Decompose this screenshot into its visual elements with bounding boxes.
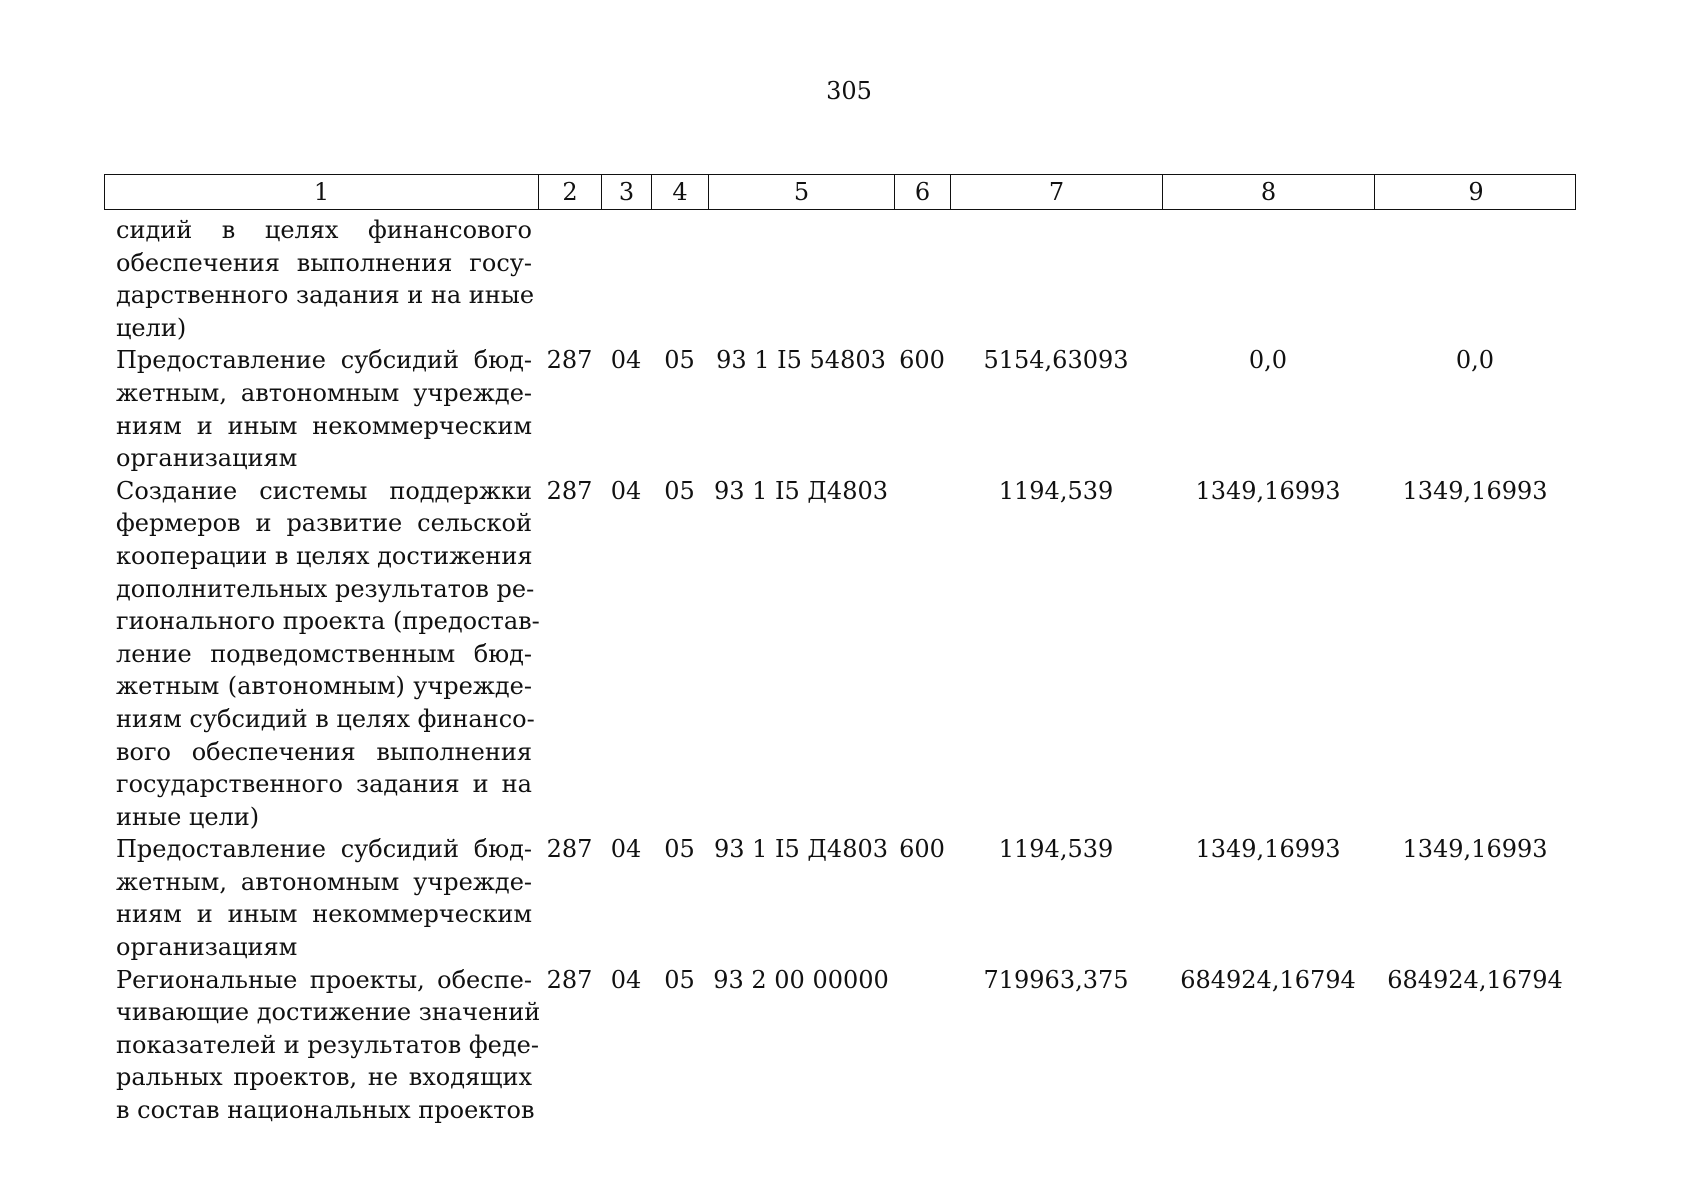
- cell-col-6: 600: [899, 835, 945, 864]
- cell-col-5: 93 1 I5 Д4803: [713, 476, 889, 505]
- row-description: [104, 833, 538, 963]
- description-line: ление подведомственным бюд-: [116, 639, 532, 668]
- cell-col-2: 287: [546, 346, 593, 375]
- description-line: жетным, автономным учрежде-: [116, 867, 532, 896]
- header-cell-7: 7: [951, 175, 1163, 209]
- description-line: Региональные проекты, обеспе-: [116, 965, 532, 994]
- description-line: ниям и иным некоммерческим: [116, 900, 532, 929]
- description-line: государственного задания и на: [116, 770, 532, 799]
- header-cell-9: 9: [1468, 178, 1484, 206]
- cell-col-3: 04: [610, 965, 642, 994]
- description-line: Предоставление субсидий бюд-: [116, 346, 532, 375]
- cell-col-9: [1374, 214, 1576, 344]
- cell-col-7: 1194,539: [998, 476, 1114, 505]
- description-line: жетным, автономным учрежде-: [116, 378, 532, 407]
- cell-col-7: [950, 214, 1162, 344]
- cell-col-8: 1349,16993: [1195, 835, 1341, 864]
- cell-col-8: 684924,16794: [1180, 965, 1356, 994]
- description-line: ниям субсидий в целях финансо-: [116, 704, 535, 733]
- header-cell-6: 6: [895, 175, 951, 209]
- cell-col-2: 287: [546, 965, 593, 994]
- header-cell-8: 8: [1163, 175, 1375, 209]
- description-line: Создание системы поддержки: [116, 476, 532, 505]
- description-line: Предоставление субсидий бюд-: [116, 835, 532, 864]
- description-line: дополнительных результатов ре-: [116, 574, 535, 603]
- description-line: ральных проектов, не входящих: [116, 1063, 532, 1092]
- description-line: обеспечения выполнения госу-: [116, 248, 532, 277]
- page-number: 305: [826, 77, 872, 105]
- header-cell-4: 4: [652, 175, 709, 209]
- description-line: ниям и иным некоммерческим: [116, 411, 532, 440]
- description-line: организациям: [116, 444, 298, 473]
- table-row: [104, 344, 1576, 474]
- cell-col-9: 1349,16993: [1402, 476, 1548, 505]
- cell-col-5: 93 1 I5 54803: [716, 346, 886, 375]
- table-header: [104, 174, 1576, 210]
- cell-col-9: 0,0: [1455, 346, 1495, 375]
- cell-col-8: 1349,16993: [1195, 476, 1341, 505]
- cell-col-4: 05: [664, 835, 695, 864]
- description-line: дарственного задания и на иные: [116, 281, 535, 310]
- table-row: [104, 964, 1576, 1127]
- description-line: показателей и результатов феде-: [116, 1030, 539, 1059]
- cell-col-2: 287: [546, 835, 593, 864]
- cell-col-7: 719963,375: [983, 965, 1129, 994]
- cell-col-4: 05: [664, 965, 695, 994]
- table-row: [104, 214, 1576, 344]
- row-description: [104, 475, 538, 834]
- cell-col-3: [601, 214, 651, 344]
- cell-col-3: 04: [610, 476, 642, 505]
- cell-col-6: [894, 214, 950, 344]
- table-body: [104, 214, 1576, 1127]
- cell-col-2: 287: [546, 476, 593, 505]
- description-line: в состав национальных проектов: [116, 1096, 535, 1125]
- cell-col-9: 1349,16993: [1402, 835, 1548, 864]
- cell-col-9: 684924,16794: [1387, 965, 1563, 994]
- table-row: [104, 833, 1576, 963]
- description-line: кооперации в целях достижения: [116, 541, 533, 570]
- description-line: цели): [116, 313, 187, 342]
- cell-col-4: 05: [664, 476, 695, 505]
- cell-col-5: 93 1 I5 Д4803: [713, 835, 889, 864]
- cell-col-8: 0,0: [1248, 346, 1288, 375]
- cell-col-2: [538, 214, 601, 344]
- cell-col-3: 04: [610, 835, 642, 864]
- cell-col-4: 05: [664, 346, 695, 375]
- description-line: иные цели): [116, 802, 260, 831]
- row-description: [104, 214, 538, 344]
- description-line: сидий в целях финансового: [116, 216, 532, 244]
- cell-col-3: 04: [610, 346, 642, 375]
- description-line: вого обеспечения выполнения: [116, 737, 532, 766]
- cell-col-4: [651, 214, 708, 344]
- description-line: жетным (автономным) учрежде-: [116, 672, 532, 701]
- cell-col-6: [894, 964, 950, 1127]
- header-cell-3: 3: [602, 175, 652, 209]
- cell-col-8: [1162, 214, 1374, 344]
- table-row: [104, 475, 1576, 834]
- row-description: [104, 344, 538, 474]
- description-line: гионального проекта (предостав-: [116, 607, 540, 636]
- description-line: организациям: [116, 933, 298, 962]
- cell-col-7: 1194,539: [998, 835, 1114, 864]
- header-cell-1: 1: [105, 175, 539, 209]
- description-line: чивающие достижение значений: [116, 998, 541, 1027]
- row-description: [104, 964, 541, 1127]
- cell-col-6: 600: [899, 346, 945, 375]
- cell-col-5: 93 2 00 00000: [713, 965, 889, 994]
- cell-col-6: [894, 475, 950, 834]
- cell-col-5: [708, 214, 894, 344]
- header-cell-5: 5: [709, 175, 895, 209]
- header-cell-2: 2: [539, 175, 602, 209]
- cell-col-7: 5154,63093: [983, 346, 1129, 375]
- description-line: фермеров и развитие сельской: [116, 509, 532, 538]
